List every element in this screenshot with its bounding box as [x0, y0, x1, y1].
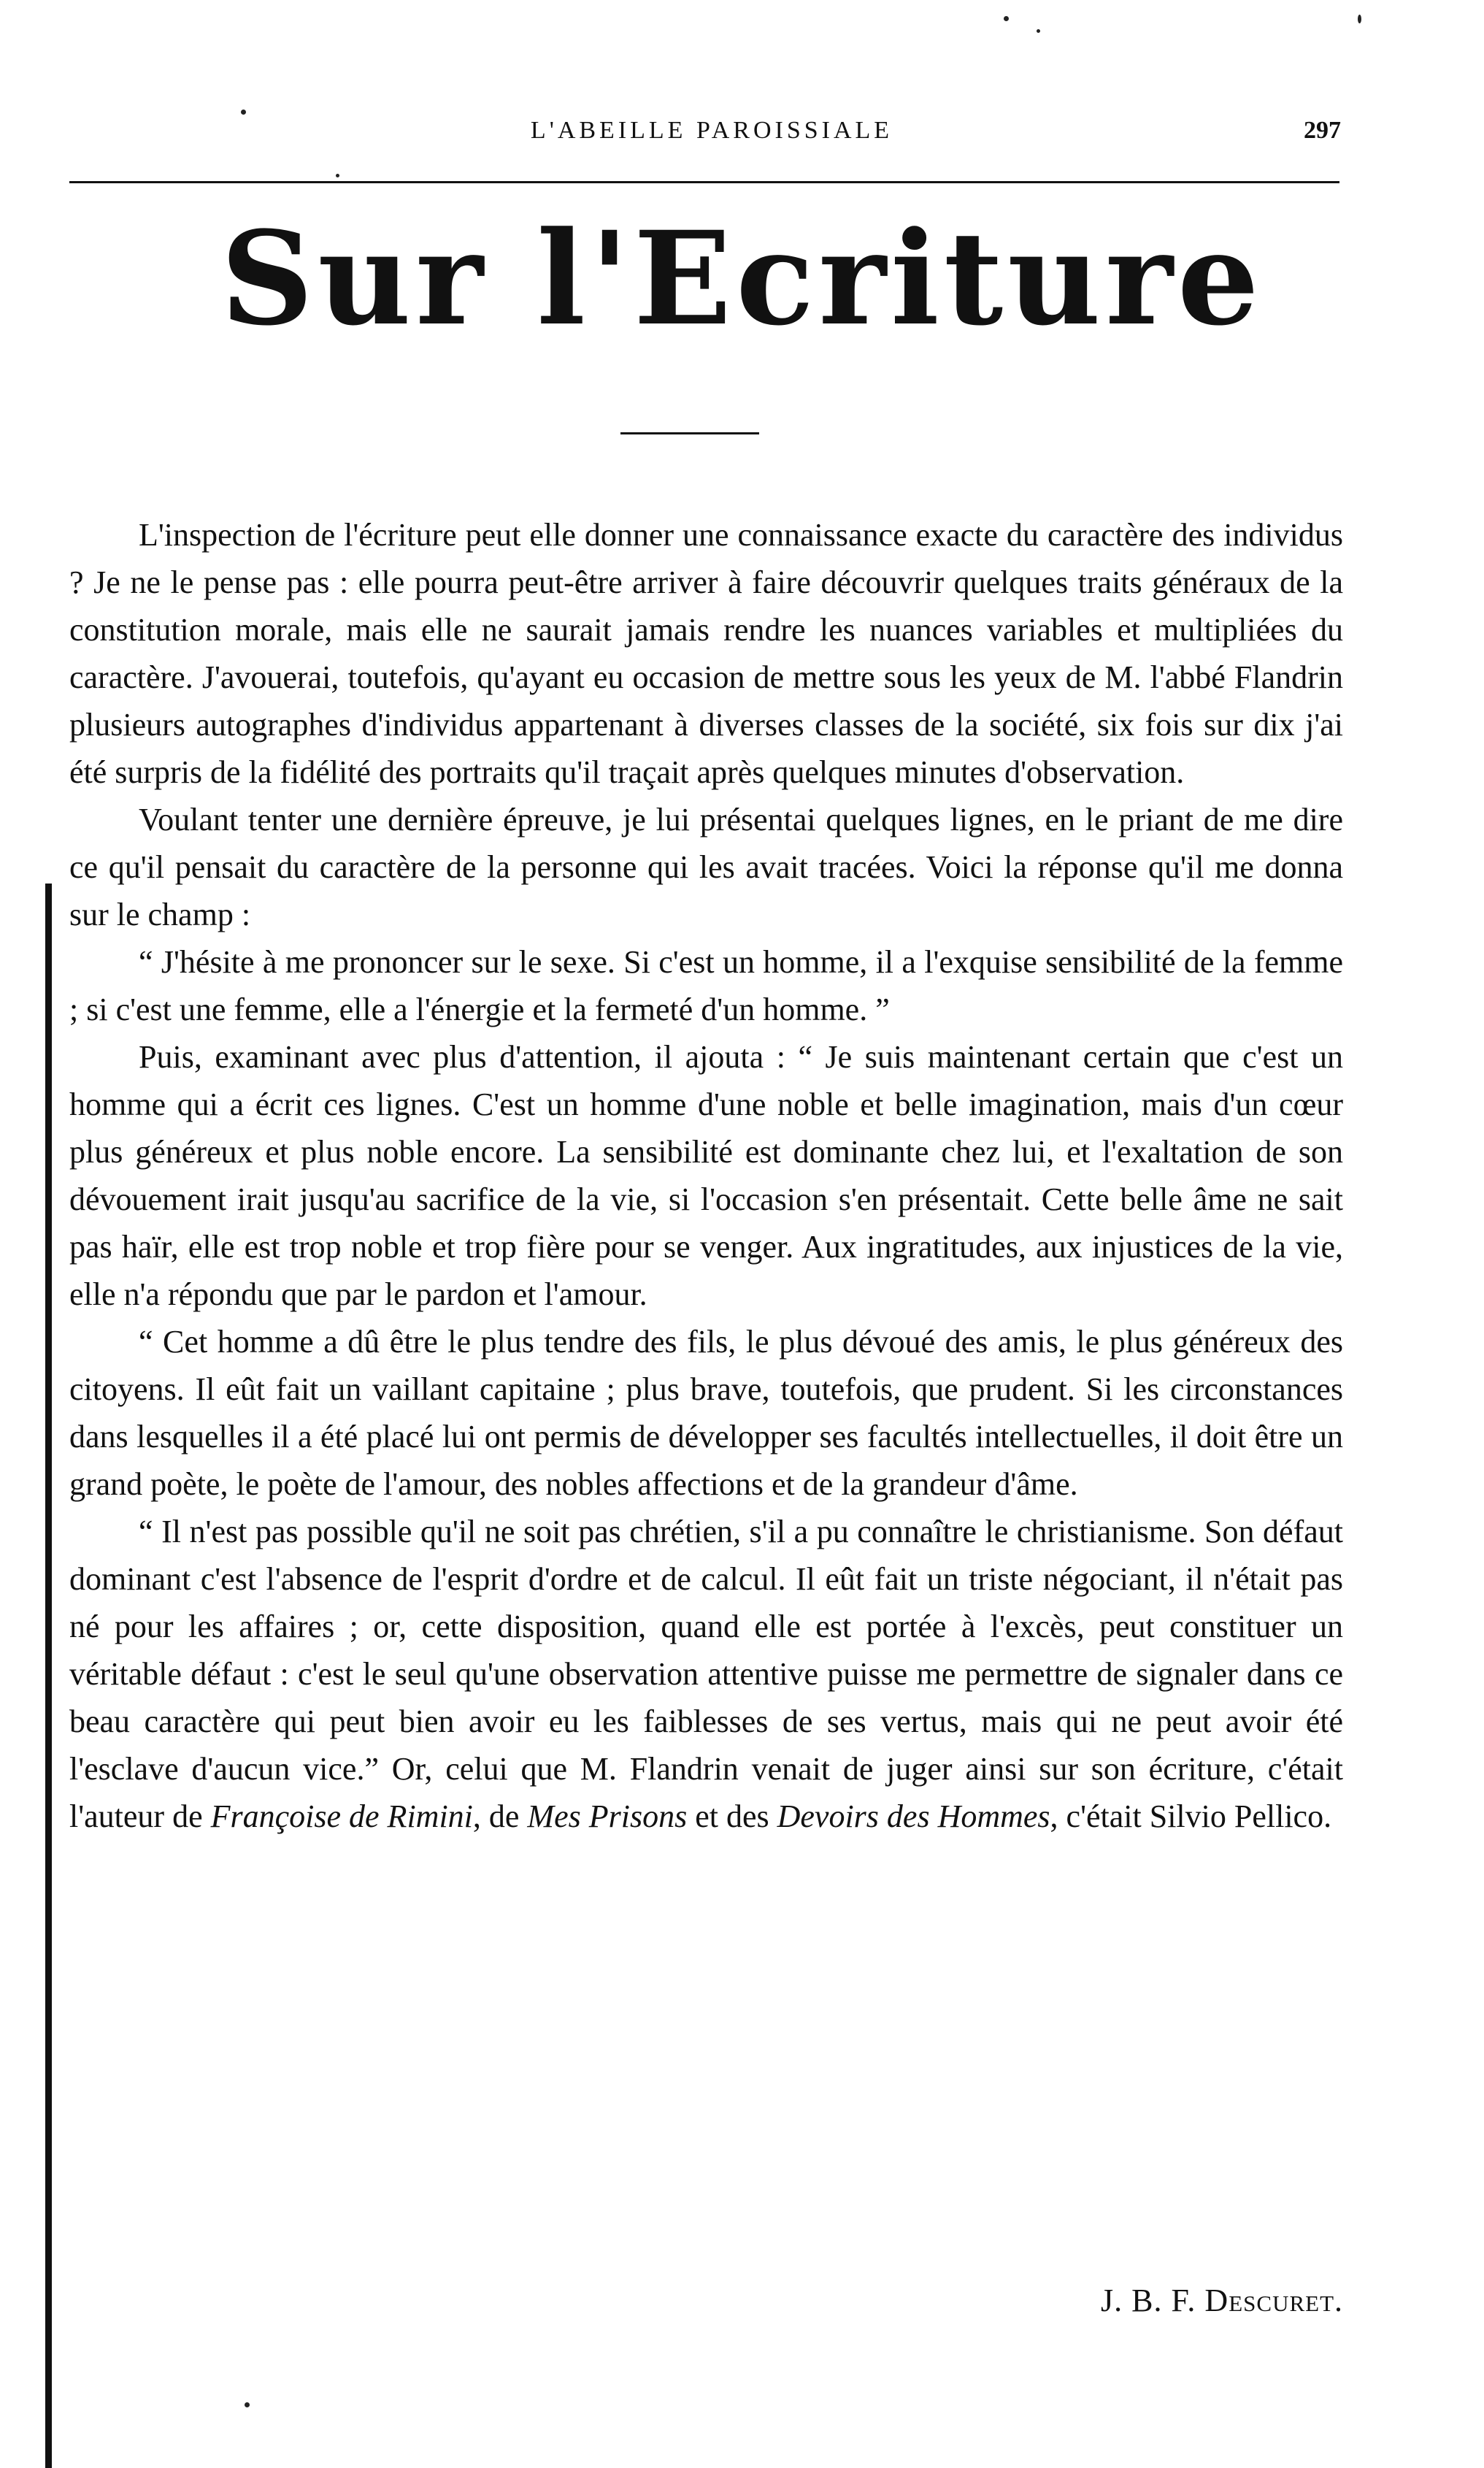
paragraph-final [69, 1508, 1343, 1840]
header-rule [69, 181, 1339, 183]
binding-shadow [45, 884, 52, 2468]
author-signature: J. B. F. Descuret. [1101, 2283, 1343, 2318]
paragraph: “ J'hésite à me prononcer sur le sexe. Si c'est un homme, il a l'exquise sensibilité de la femme ; si c'est une femme, elle a l'énergie et la fermeté d'un homme. ” [69, 944, 1343, 1027]
work-title: Devoirs des Hommes [777, 1798, 1050, 1834]
scan-speck [241, 110, 246, 115]
scan-speck [1037, 29, 1040, 33]
scan-speck [245, 2402, 250, 2407]
paragraph-text: “ Il n'est pas possible qu'il ne soit pas chrétien, s'il a pu connaître le christianisme. Son défaut dominant c'est l'absence de l'esprit d'ordre et de calcul. Il eût fait un triste négociant, il n'était pas né pour les affaires ; or, cette disposition, quand elle est portée à l'excès, peut constituer un véritable défaut : c'est le seul qu'une observation attentive puisse me permettre de signaler dans ce beau caractère qui peut bien avoir eu les faiblesses de ses vertus, mais qui ne peut avoir été l'esclave d'aucun vice.” Or, celui que M. Flandrin venait de juger ainsi sur son écriture, c'était l'auteur de [69, 1514, 1343, 1834]
paragraph: Voulant tenter une dernière épreuve, je lui présentai quelques lignes, en le priant de me dire ce qu'il pensait du caractère de la personne qui les avait tracées. Voici la réponse qu'il me donna sur le champ : [69, 802, 1343, 932]
title-rule [620, 432, 759, 434]
scan-speck [336, 174, 339, 177]
paragraph: “ Cet homme a dû être le plus tendre des fils, le plus dévoué des amis, le plus généreux des citoyens. Il eût fait un vaillant capitaine ; plus brave, toutefois, que prudent. Si les circonstances dans lesquelles il a été placé lui ont permis de développer ses facultés intellectuelles, il doit être un grand poète, le poète de l'amour, des nobles affections et de la grandeur d'âme. [69, 1324, 1343, 1502]
article-body [69, 511, 1343, 1840]
scan-speck [1004, 16, 1009, 21]
work-title: Mes Prisons [527, 1798, 688, 1834]
running-title: L'ABEILLE PAROISSIALE [530, 117, 893, 144]
running-header [69, 117, 1354, 161]
paragraph-text: , c'était Silvio Pellico. [1050, 1798, 1332, 1834]
article-title: Sur l'Ecriture [220, 203, 1264, 354]
paragraph-text: et des [695, 1798, 769, 1834]
paragraph: Puis, examinant avec plus d'attention, il ajouta : “ Je suis maintenant certain que c'est un homme qui a écrit ces lignes. C'est un homme d'une noble et belle imagination, mais d'un cœur plus généreux et plus noble encore. La sensibilité est dominante chez lui, et l'exaltation de son dévouement irait jusqu'au sacrifice de la vie, si l'occasion s'en présentait. Cette belle âme ne sait pas haïr, elle est trop noble et trop fière pour se venger. Aux ingratitudes, aux injustices de la vie, elle n'a répondu que par le pardon et l'amour. [69, 1039, 1343, 1312]
paragraph-text: , de [472, 1798, 520, 1834]
page-number: 297 [1304, 117, 1341, 144]
scan-speck [1358, 15, 1361, 23]
work-title: Françoise de Rimini [210, 1798, 473, 1834]
paragraph: L'inspection de l'écriture peut elle donner une connaissance exacte du caractère des individus ? Je ne le pense pas : elle pourra peut-être arriver à faire découvrir quelques traits généraux de la constitution morale, mais elle ne saurait jamais rendre les nuances variables et multipliées du caractère. J'avouerai, toutefois, qu'ayant eu occasion de mettre sous les yeux de M. l'abbé Flandrin plusieurs autographes d'individus appartenant à diverses classes de la société, six fois sur dix j'ai été surpris de la fidélité des portraits qu'il traçait après quelques minutes d'observation. [69, 517, 1343, 790]
